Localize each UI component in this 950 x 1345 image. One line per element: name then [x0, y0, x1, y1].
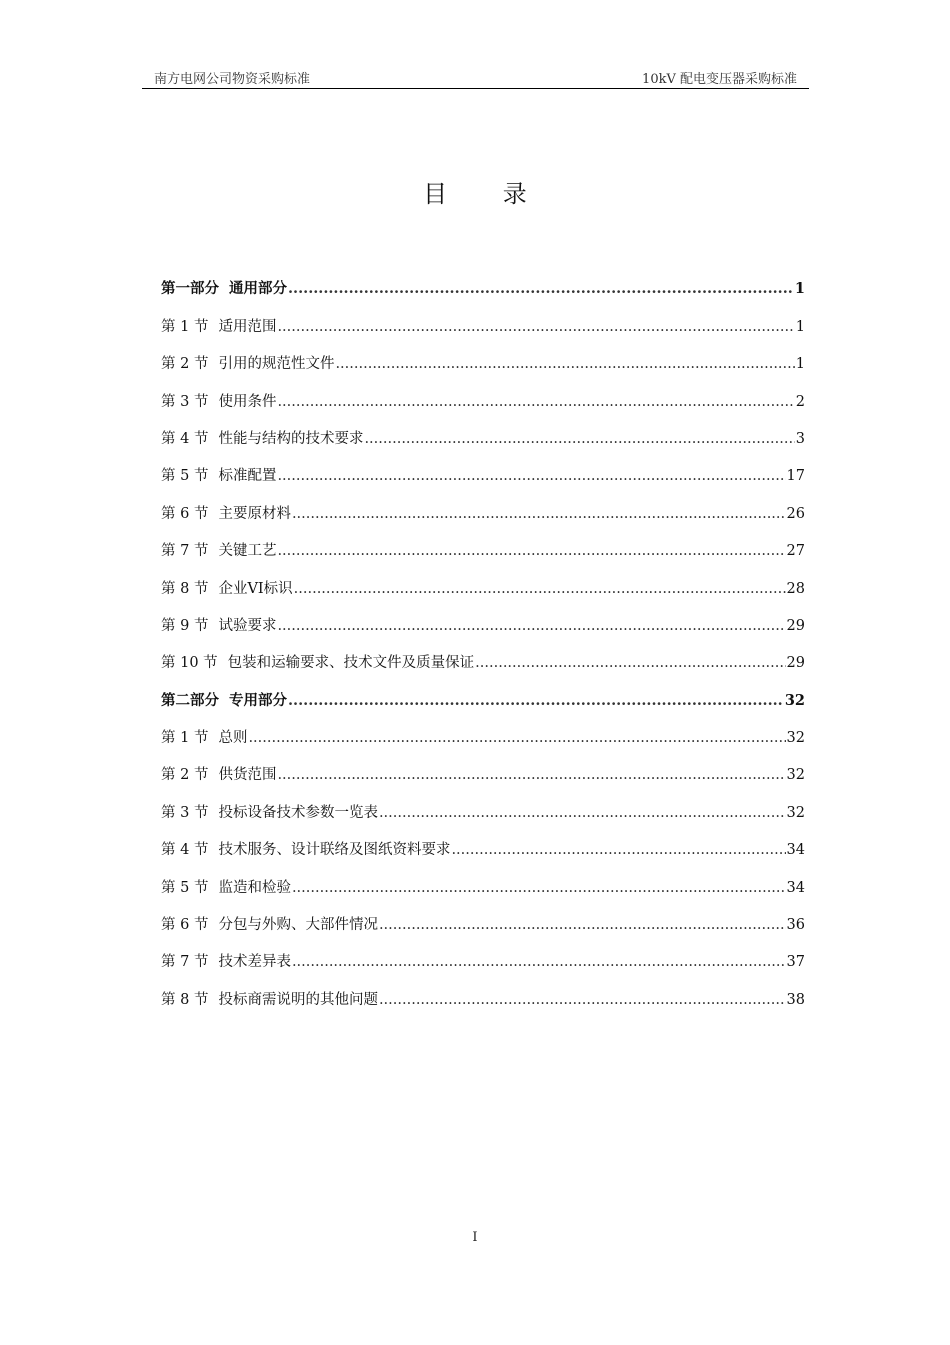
toc-leader-dots — [277, 765, 785, 785]
toc-leader-dots — [379, 915, 786, 935]
toc-entry[interactable] — [161, 972, 805, 1009]
toc-entry-number: 第 6 节 — [161, 505, 209, 522]
toc-entry[interactable] — [161, 262, 805, 299]
footer-page-number: I — [472, 1230, 478, 1245]
toc-entry-number: 第 3 节 — [161, 393, 209, 410]
toc-entry-number: 第 9 节 — [161, 617, 209, 634]
toc-entry[interactable] — [161, 785, 805, 822]
toc-leader-dots — [379, 803, 786, 823]
toc-leader-dots — [364, 429, 794, 449]
toc-entry-label: 企业VI标识 — [218, 580, 293, 597]
toc-leader-dots — [292, 504, 786, 524]
toc-leader-dots — [292, 878, 786, 898]
toc-entry-label: 技术服务、设计联络及图纸资料要求 — [218, 842, 451, 859]
toc-entry-number: 第 5 节 — [161, 468, 209, 485]
toc-entry-label: 通用部分 — [229, 280, 287, 298]
toc-entry-page: 27 — [786, 543, 805, 560]
toc-entry-number: 第 2 节 — [161, 356, 209, 373]
toc-entry[interactable] — [161, 935, 805, 972]
toc-entry-label: 监造和检验 — [218, 879, 291, 896]
toc-entry[interactable] — [161, 636, 805, 673]
toc-entry-page: 37 — [786, 954, 805, 971]
toc-entry[interactable] — [161, 486, 805, 523]
toc-entry-number: 第 5 节 — [161, 879, 209, 896]
toc-entry-number: 第 4 节 — [161, 842, 209, 859]
toc-leader-dots — [292, 952, 786, 972]
header-left-text: 南方电网公司物资采购标准 — [154, 72, 311, 87]
toc-entry-page: 32 — [786, 767, 805, 784]
toc-entry-page: 3 — [795, 430, 805, 447]
toc-entry-page: 36 — [786, 917, 805, 934]
toc-entry-number: 第 2 节 — [161, 767, 209, 784]
toc-entry-page: 34 — [786, 842, 805, 859]
toc-entry-number: 第 10 节 — [161, 655, 218, 672]
toc-leader-dots — [379, 990, 786, 1010]
toc-entry[interactable] — [161, 673, 805, 710]
toc-entry-number: 第 4 节 — [161, 430, 209, 447]
toc-leader-dots — [277, 392, 794, 412]
toc-entry-page: 26 — [786, 505, 805, 522]
toc-entry-label: 标准配置 — [218, 468, 277, 485]
toc-entry-page: 29 — [786, 617, 805, 634]
toc-leader-dots — [277, 616, 785, 636]
toc-entry-number: 第二部分 — [161, 691, 219, 709]
toc-entry-page: 28 — [786, 580, 805, 597]
toc-entry-number: 第 3 节 — [161, 804, 209, 821]
toc-leader-dots — [335, 354, 794, 374]
toc-entry-label: 使用条件 — [218, 393, 277, 410]
toc-entry-label: 性能与结构的技术要求 — [218, 430, 364, 447]
table-of-contents — [161, 262, 805, 1010]
toc-entry-page: 1 — [795, 318, 805, 335]
toc-entry[interactable] — [161, 524, 805, 561]
toc-leader-dots — [294, 579, 786, 599]
toc-entry[interactable] — [161, 374, 805, 411]
toc-entry-label: 关键工艺 — [218, 543, 277, 560]
toc-entry-label: 引用的规范性文件 — [218, 356, 335, 373]
page-title: 目 录 — [423, 180, 551, 208]
toc-entry-page: 1 — [794, 280, 805, 298]
toc-entry-page: 38 — [786, 991, 805, 1008]
toc-entry[interactable] — [161, 711, 805, 748]
toc-entry-number: 第 7 节 — [161, 954, 209, 971]
toc-leader-dots — [288, 691, 784, 711]
toc-entry[interactable] — [161, 748, 805, 785]
toc-entry-label: 投标设备技术参数一览表 — [218, 804, 378, 821]
toc-leader-dots — [277, 317, 794, 337]
toc-entry-label: 试验要求 — [218, 617, 277, 634]
toc-entry-number: 第 6 节 — [161, 917, 209, 934]
toc-entry-label: 供货范围 — [218, 767, 277, 784]
toc-entry-page: 32 — [786, 730, 805, 747]
toc-entry-label: 分包与外购、大部件情况 — [218, 917, 378, 934]
toc-entry[interactable] — [161, 898, 805, 935]
toc-entry-number: 第 8 节 — [161, 580, 209, 597]
toc-entry[interactable] — [161, 299, 805, 336]
toc-entry-label: 主要原材料 — [218, 505, 291, 522]
toc-entry-number: 第 8 节 — [161, 991, 209, 1008]
toc-entry-page: 32 — [786, 804, 805, 821]
toc-entry-label: 包装和运输要求、技术文件及质量保证 — [227, 655, 475, 672]
toc-entry-page: 32 — [784, 691, 805, 709]
toc-entry-page: 2 — [795, 393, 805, 410]
toc-entry-label: 专用部分 — [229, 691, 287, 709]
toc-entry-number: 第 1 节 — [161, 318, 209, 335]
toc-entry[interactable] — [161, 412, 805, 449]
toc-entry[interactable] — [161, 337, 805, 374]
toc-entry[interactable] — [161, 561, 805, 598]
toc-entry-label: 技术差异表 — [218, 954, 291, 971]
toc-entry-page: 17 — [786, 468, 805, 485]
toc-leader-dots — [248, 728, 785, 748]
toc-entry-page: 29 — [786, 655, 805, 672]
toc-leader-dots — [451, 840, 785, 860]
toc-entry-page: 34 — [786, 879, 805, 896]
toc-entry[interactable] — [161, 449, 805, 486]
page-header — [142, 66, 809, 89]
toc-leader-dots — [288, 279, 794, 299]
toc-entry-number: 第一部分 — [161, 280, 219, 298]
toc-entry-page: 1 — [795, 356, 805, 373]
toc-leader-dots — [277, 466, 785, 486]
toc-entry-label: 投标商需说明的其他问题 — [218, 991, 378, 1008]
toc-entry[interactable] — [161, 599, 805, 636]
toc-entry[interactable] — [161, 860, 805, 897]
toc-leader-dots — [475, 653, 785, 673]
header-right-text: 10kV 配电变压器采购标准 — [642, 72, 797, 87]
toc-entry-label: 总则 — [218, 730, 248, 747]
toc-leader-dots — [277, 541, 785, 561]
toc-entry-number: 第 7 节 — [161, 543, 209, 560]
toc-entry[interactable] — [161, 823, 805, 860]
toc-entry-label: 适用范围 — [218, 318, 277, 335]
toc-entry-number: 第 1 节 — [161, 730, 209, 747]
